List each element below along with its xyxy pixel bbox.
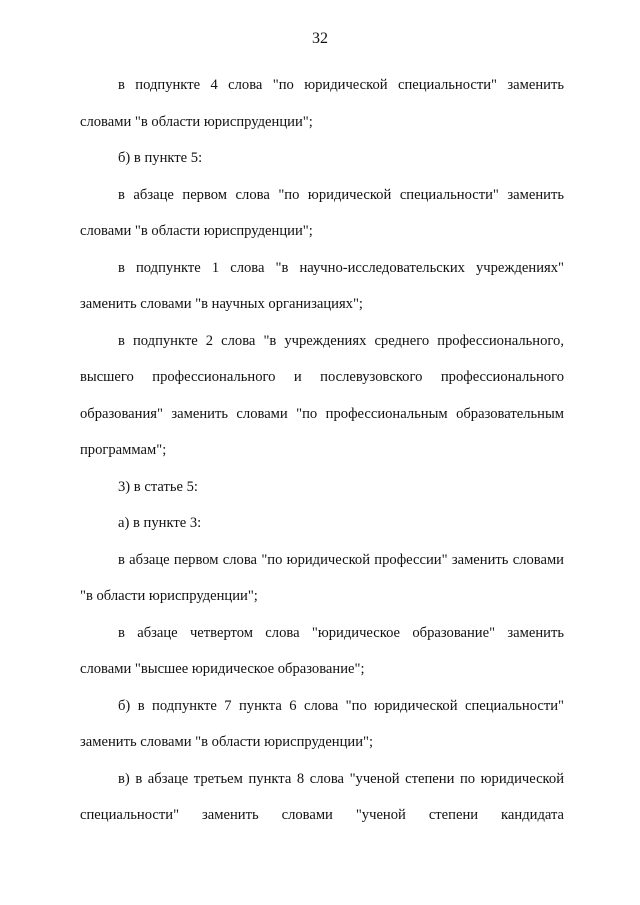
paragraph: в) в абзаце третьем пункта 8 слова "ученой степени по юридической специальности" заменить словами "ученой степени кандидата — [80, 770, 564, 823]
paragraph: в абзаце четвертом слова "юридическое образование" заменить словами "высшее юридическое образование"; — [80, 624, 564, 677]
paragraph: в подпункте 2 слова "в учреждениях среднего профессионального, высшего профессионального и послевузовского профессионального образования" заменить словами "по профессиональным образовательным программам"; — [80, 332, 564, 458]
paragraph: б) в пункте 5: — [118, 150, 203, 166]
paragraph: а) в пункте 3: — [118, 515, 202, 531]
paragraph: в подпункте 4 слова "по юридической специальности" заменить словами "в области юриспруденции"; — [80, 77, 564, 130]
paragraph: б) в подпункте 7 пункта 6 слова "по юридической специальности" заменить словами "в области юриспруденции"; — [80, 697, 564, 750]
page-number: 32 — [312, 30, 328, 47]
paragraph: 3) в статье 5: — [118, 478, 198, 495]
paragraph: в абзаце первом слова "по юридической профессии" заменить словами "в области юриспруденции"; — [80, 551, 564, 604]
paragraph: в подпункте 1 слова "в научно-исследовательских учреждениях" заменить словами "в научных организациях"; — [80, 259, 564, 312]
paragraph: в абзаце первом слова "по юридической специальности" заменить словами "в области юриспруденции"; — [80, 186, 564, 239]
document-body — [80, 67, 564, 834]
